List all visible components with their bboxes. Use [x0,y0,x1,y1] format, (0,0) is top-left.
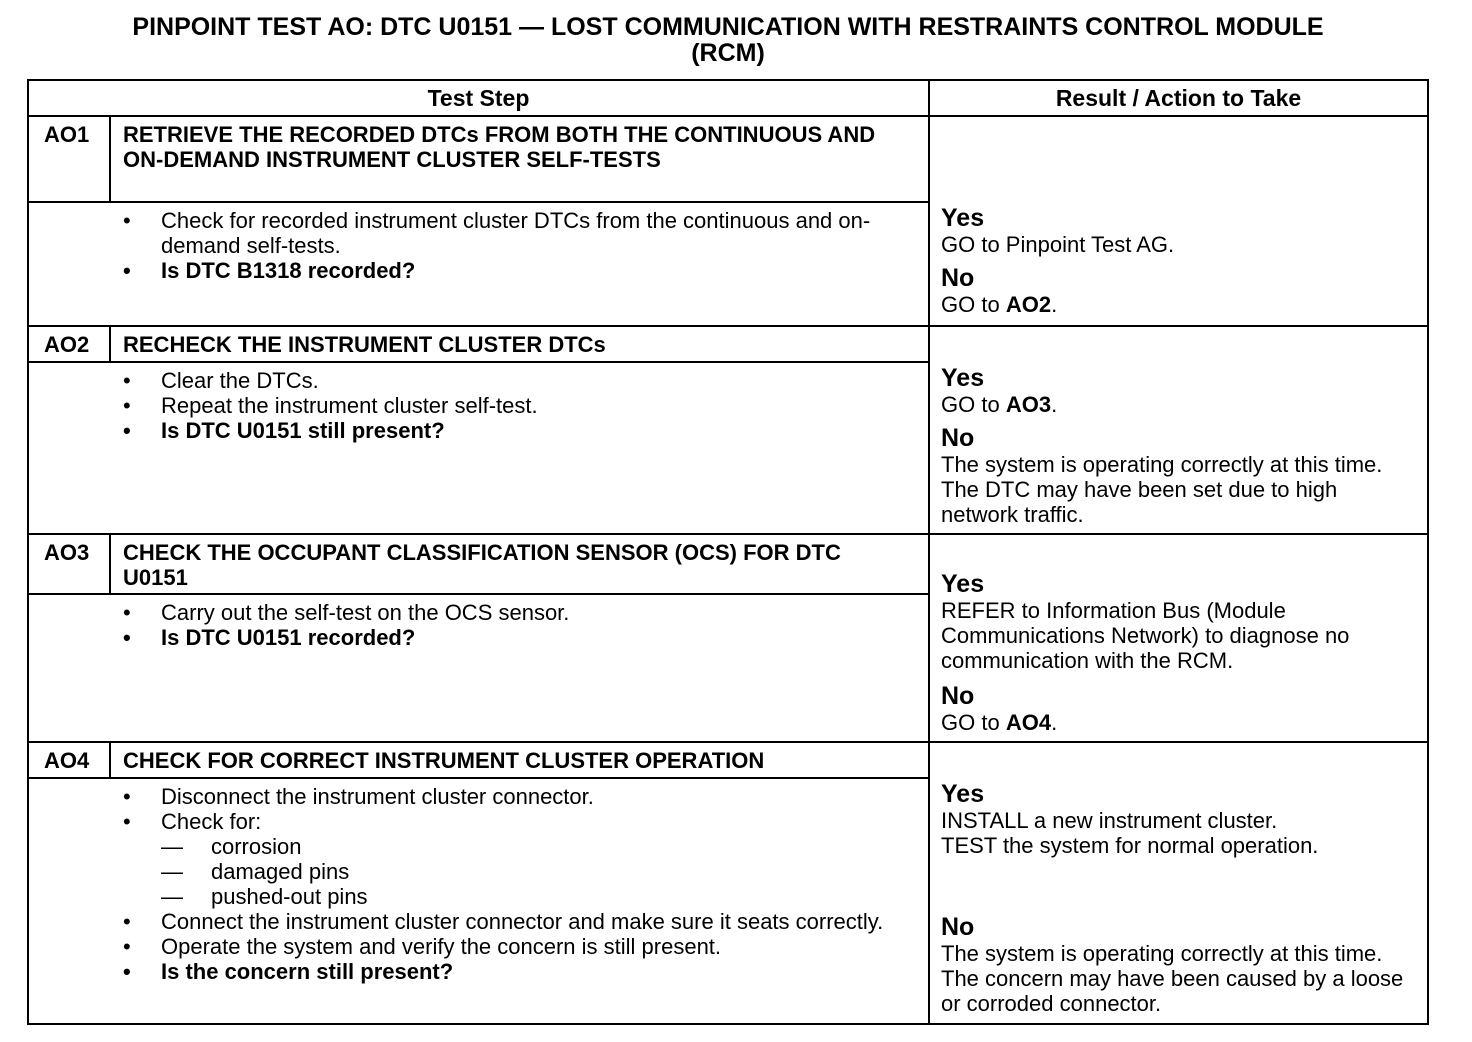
step-ao4 [29,741,1427,1025]
step-result [941,781,1417,1016]
action-list [121,600,908,650]
yes-action-1: INSTALL a new instrument cluster. [941,808,1278,833]
step-ao2 [29,325,1427,535]
check-item: — corrosion [161,834,302,859]
yes-label: Yes [941,570,985,598]
title-line-1: PINPOINT TEST AO: DTC U0151 — LOST COMMUNICATION WITH RESTRAINTS CONTROL MODULE [132,13,1324,41]
step-result [941,205,1417,317]
header-test-step: Test Step [427,85,530,111]
step-id: AO1 [29,117,111,201]
step-title: CHECK FOR CORRECT INSTRUMENT CLUSTER OPERATION [123,748,765,773]
no-action: GO to AO2. [941,292,1058,317]
action-list [121,784,908,984]
step-question: • Is the concern still present? [123,959,454,984]
yes-action: REFER to Information Bus (Module Communications Network) to diagnose no communication with the RCM. [941,598,1350,673]
action-list [121,368,908,443]
table-header [29,81,1427,117]
step-header [29,743,928,779]
step-reference: AO3 [1005,392,1052,417]
step-id: AO3 [29,535,111,593]
step-ao1 [29,117,1427,325]
page-title [0,14,1456,66]
action-item: • Operate the system and verify the concern is still present. [123,934,722,959]
action-item: • Repeat the instrument cluster self-test. [123,393,538,418]
action-item: • Connect the instrument cluster connector and make sure it seats correctly. [123,909,884,934]
step-result [941,571,1367,735]
step-title: RETRIEVE THE RECORDED DTCs FROM BOTH THE CONTINUOUS AND ON-DEMAND INSTRUMENT CLUSTER SELF-TESTS [123,122,876,172]
step-reference: AO2 [1005,292,1052,317]
step-id: AO2 [29,327,111,361]
step-title: CHECK THE OCCUPANT CLASSIFICATION SENSOR (OCS) FOR DTC U0151 [123,540,841,590]
action-list [121,208,908,283]
no-action: GO to AO4. [941,710,1058,735]
action-item: • Disconnect the instrument cluster connector. [123,784,594,809]
yes-action: GO to AO3. [941,392,1058,417]
no-label: No [941,913,975,941]
action-item: • Check for: — corrosion — damaged pins — pushed-out pins [121,809,908,909]
step-title: RECHECK THE INSTRUMENT CLUSTER DTCs [123,332,606,357]
no-action: The system is operating correctly at this time. The concern may have been caused by a loose or corroded connector. [941,941,1404,1016]
header-result: Result / Action to Take [1055,85,1302,111]
check-item: — damaged pins [161,859,350,884]
step-header [29,327,928,363]
yes-label: Yes [941,204,985,232]
yes-action: GO to Pinpoint Test AG. [941,232,1175,257]
check-list [161,834,908,909]
step-reference: AO4 [1005,710,1052,735]
no-label: No [941,264,975,292]
no-label: No [941,424,975,452]
step-question: • Is DTC U0151 still present? [123,418,445,443]
title-line-2: (RCM) [691,39,765,67]
step-question: • Is DTC U0151 recorded? [123,625,416,650]
no-label: No [941,682,975,710]
step-result [941,365,1417,527]
action-item: • Check for recorded instrument cluster DTCs from the continuous and on-demand self-tests. [123,208,871,258]
action-item: • Carry out the self-test on the OCS sensor. [123,600,570,625]
action-item: • Clear the DTCs. [123,368,319,393]
step-ao3 [29,533,1427,743]
pinpoint-test-table [27,79,1429,1025]
yes-label: Yes [941,780,985,808]
step-header [29,117,928,203]
yes-action-2: TEST the system for normal operation. [941,833,1319,858]
step-id: AO4 [29,743,111,777]
step-question: • Is DTC B1318 recorded? [123,258,416,283]
check-item: — pushed-out pins [161,884,368,909]
yes-label: Yes [941,364,985,392]
no-action: The system is operating correctly at this time. The DTC may have been set due to high network traffic. [941,452,1383,527]
step-header [29,535,928,595]
